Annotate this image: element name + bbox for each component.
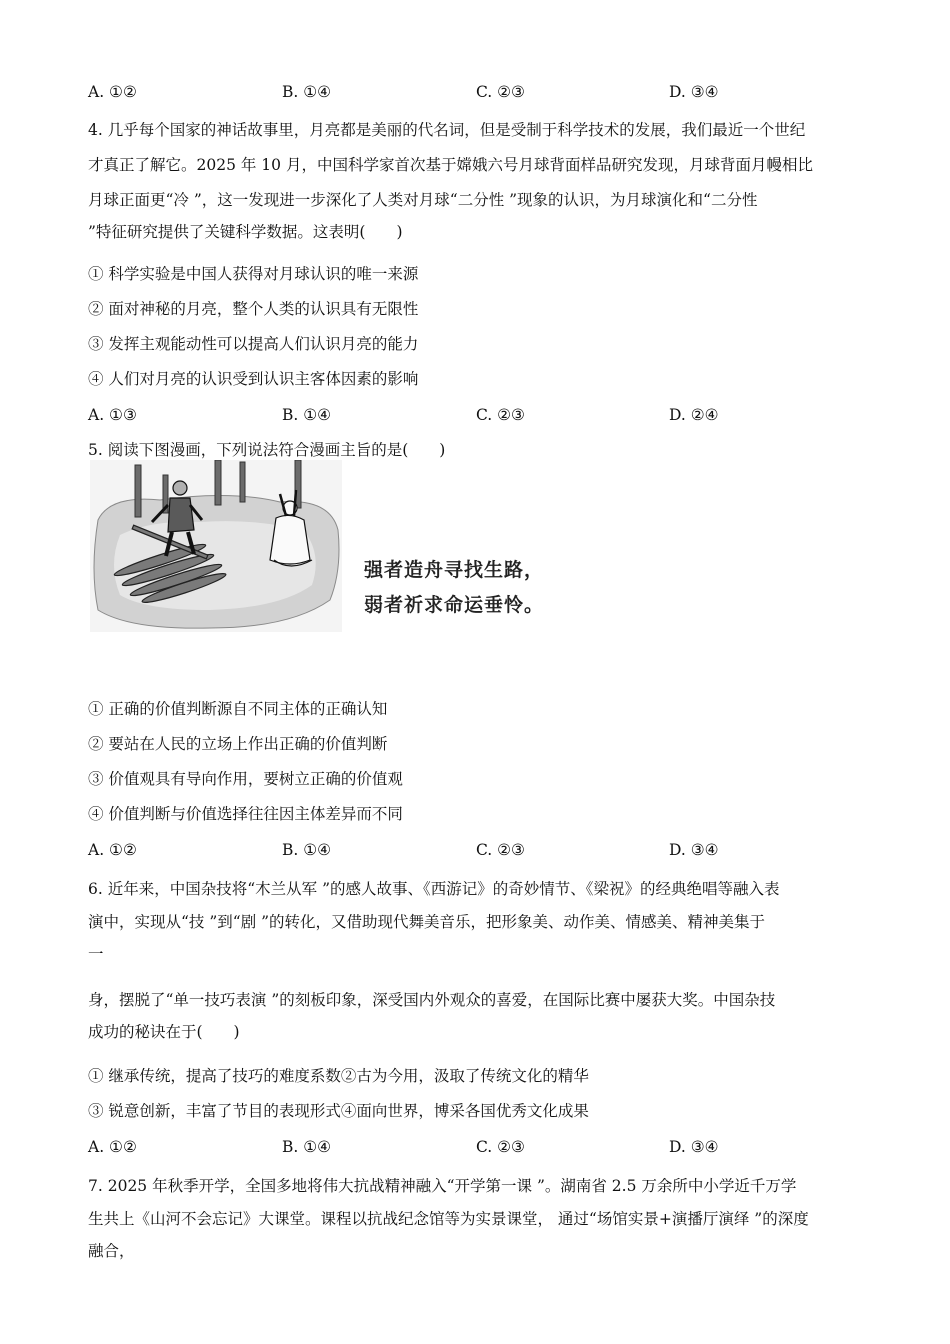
q4-stem-line: 4. 几乎每个国家的神话故事里，月亮都是美丽的代名词，但是受制于科学技术的发展，我们最近一个世纪 bbox=[88, 121, 806, 139]
q4-statement: ② 面对神秘的月亮，整个人类的认识具有无限性 bbox=[88, 300, 419, 318]
q6-statement: ③ 锐意创新，丰富了节目的表现形式④面向世界，博采各国优秀文化成果 bbox=[88, 1102, 589, 1120]
q6-option-b[interactable]: B. ①④ bbox=[282, 1138, 332, 1156]
q3-option-c[interactable]: C. ②③ bbox=[476, 83, 525, 101]
q6-option-c[interactable]: C. ②③ bbox=[476, 1138, 525, 1156]
q5-statement: ④ 价值判断与价值选择往往因主体差异而不同 bbox=[88, 805, 403, 823]
q6-stem-line: 身，摆脱了“单一技巧表演 ”的刻板印象，深受国内外观众的喜爱，在国际比赛中屡获大奖。中国杂技 bbox=[88, 991, 776, 1009]
q3-option-a[interactable]: A. ①② bbox=[88, 83, 137, 101]
q4-stem-line: 才真正了解它。2025 年 10 月，中国科学家首次基于嫦娥六号月球背面样品研究发现，月球背面月幔相比 bbox=[88, 156, 813, 174]
q6-option-d[interactable]: D. ③④ bbox=[669, 1138, 719, 1156]
q4-statement: ③ 发挥主观能动性可以提高人们认识月亮的能力 bbox=[88, 335, 419, 353]
q5-option-c[interactable]: C. ②③ bbox=[476, 841, 525, 859]
comic-caption-line: 强者造舟寻找生路， bbox=[364, 559, 545, 581]
comic-caption-line: 弱者祈求命运垂怜。 bbox=[364, 594, 545, 616]
q5-option-a[interactable]: A. ①② bbox=[88, 841, 137, 859]
q4-option-c[interactable]: C. ②③ bbox=[476, 406, 525, 424]
q4-stem-line: 月球正面更“冷 ”，这一发现进一步深化了人类对月球“二分性 ”现象的认识，为月球演化和“二分性 bbox=[88, 191, 758, 209]
q5-option-b[interactable]: B. ①④ bbox=[282, 841, 332, 859]
q5-statement: ② 要站在人民的立场上作出正确的价值判断 bbox=[88, 735, 388, 753]
q7-stem-line: 生共上《山河不会忘记》大课堂。课程以抗战纪念馆等为实景课堂， 通过“场馆实景+演播厅演绎 ”的深度 bbox=[88, 1210, 809, 1228]
q7-stem-line: 7. 2025 年秋季开学，全国多地将伟大抗战精神融入“开学第一课 ”。湖南省 2.5 万余所中小学近千万学 bbox=[88, 1177, 797, 1195]
q5-stem: 5. 阅读下图漫画，下列说法符合漫画主旨的是( ) bbox=[88, 441, 446, 459]
q6-stem-line: 成功的秘诀在于( ) bbox=[88, 1023, 240, 1041]
q4-statement: ④ 人们对月亮的认识受到认识主客体因素的影响 bbox=[88, 370, 419, 388]
q5-option-d[interactable]: D. ③④ bbox=[669, 841, 719, 859]
q4-option-a[interactable]: A. ①③ bbox=[88, 406, 137, 424]
q4-option-b[interactable]: B. ①④ bbox=[282, 406, 332, 424]
q4-option-d[interactable]: D. ②④ bbox=[669, 406, 719, 424]
q6-stem-line: 演中，实现从“技 ”到“剧 ”的转化，又借助现代舞美音乐，把形象美、动作美、情感美、精神美集于 bbox=[88, 913, 766, 931]
q6-stem-line: 一 bbox=[88, 945, 104, 963]
q7-stem-line: 融合， bbox=[88, 1242, 135, 1260]
q6-option-a[interactable]: A. ①② bbox=[88, 1138, 137, 1156]
comic-illustration bbox=[90, 460, 342, 632]
q3-option-b[interactable]: B. ①④ bbox=[282, 83, 332, 101]
q5-statement: ① 正确的价值判断源自不同主体的正确认知 bbox=[88, 700, 388, 718]
q6-statement: ① 继承传统，提高了技巧的难度系数②古为今用，汲取了传统文化的精华 bbox=[88, 1067, 589, 1085]
q6-stem-line: 6. 近年来，中国杂技将“木兰从军 ”的感人故事、《西游记》的奇妙情节、《梁祝》的经典绝唱等融入表 bbox=[88, 880, 780, 898]
q5-statement: ③ 价值观具有导向作用，要树立正确的价值观 bbox=[88, 770, 403, 788]
q4-statement: ① 科学实验是中国人获得对月球认识的唯一来源 bbox=[88, 265, 419, 283]
q3-option-d[interactable]: D. ③④ bbox=[669, 83, 719, 101]
q4-stem-line: ”特征研究提供了关键科学数据。这表明( ) bbox=[88, 223, 403, 241]
